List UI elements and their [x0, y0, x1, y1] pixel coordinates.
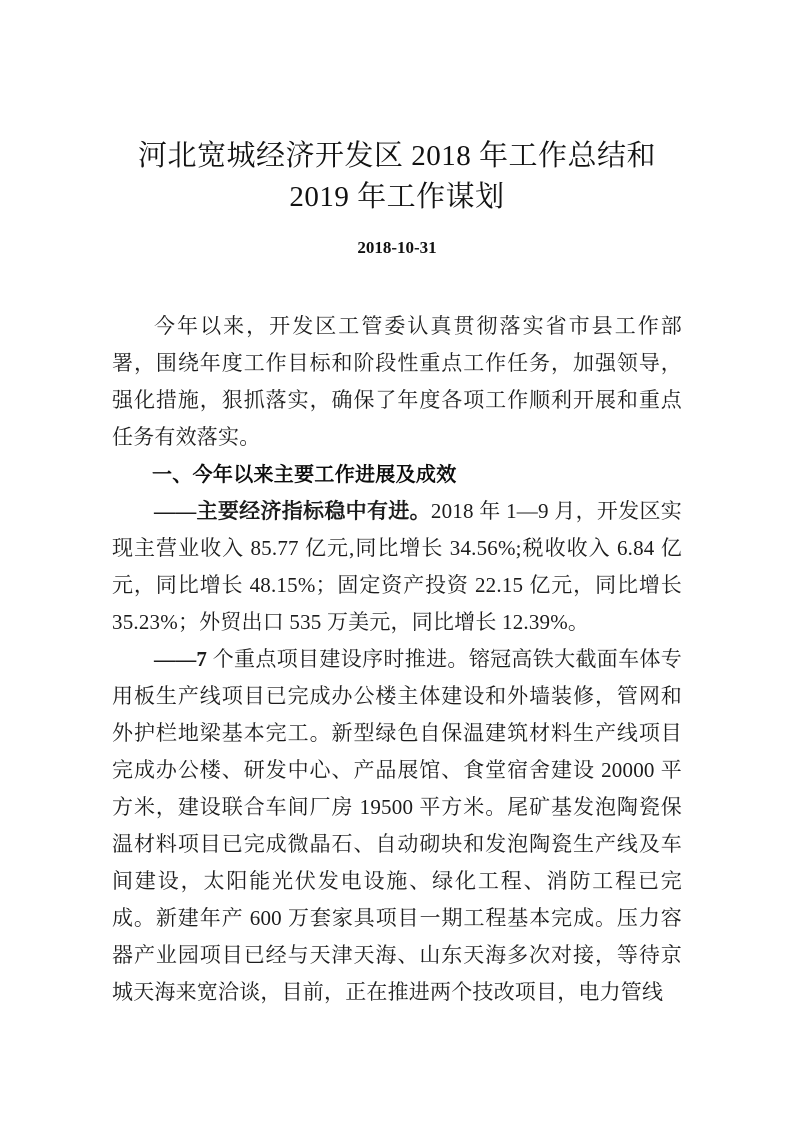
bullet-paragraph-1: [112, 493, 682, 641]
section-heading-1: 一、今年以来主要工作进展及成效: [152, 462, 457, 486]
bullet-2-lead: ——7: [154, 647, 208, 671]
bullet-1-text: 2018 年 1—9 月，开发区实现主营业收入 85.77 亿元,同比增长 34.56%;税收收入 6.84 亿元，同比增长 48.15%；固定资产投资 22.15 亿元，同比增长 35.23%；外贸出口 535 万美元，同比增长 12.39%。: [112, 499, 682, 634]
page-title: [112, 0, 682, 218]
intro-paragraph: 今年以来，开发区工管委认真贯彻落实省市县工作部署，围绕年度工作目标和阶段性重点工作任务，加强领导，强化措施，狠抓落实，确保了年度各项工作顺利开展和重点任务有效落实。: [112, 314, 682, 449]
page-title-line-1: 河北宽城经济开发区 2018 年工作总结和: [137, 140, 656, 172]
page-content: [112, 0, 682, 1011]
document-body: [112, 260, 682, 1011]
bullet-1-lead: ——主要经济指标稳中有进。: [154, 499, 431, 523]
bullet-2-text: 个重点项目建设序时推进。镕冠高铁大截面车体专用板生产线项目已完成办公楼主体建设和外墙装修，管网和外护栏地梁基本完工。新型绿色自保温建筑材料生产线项目完成办公楼、研发中心、产品展馆、食堂宿舍建设 20000 平方米，建设联合车间厂房 19500 平方米。尾矿基发泡陶瓷保温材料项目已完成微晶石、自动砌块和发泡陶瓷生产线及车间建设，太阳能光伏发电设施、绿化工程、消防工程已完成。新建年产 600 万套家具项目一期工程基本完成。压力容器产业园项目已经与天津天海、山东天海多次对接，等待京城天海来宽洽谈，目前，正在推进两个技改项目，电力管线: [112, 647, 682, 1004]
bullet-paragraph-2: [112, 641, 682, 1011]
page-title-line-2: 2019 年工作谋划: [289, 181, 505, 213]
document-date: 2018-10-31: [357, 238, 437, 257]
